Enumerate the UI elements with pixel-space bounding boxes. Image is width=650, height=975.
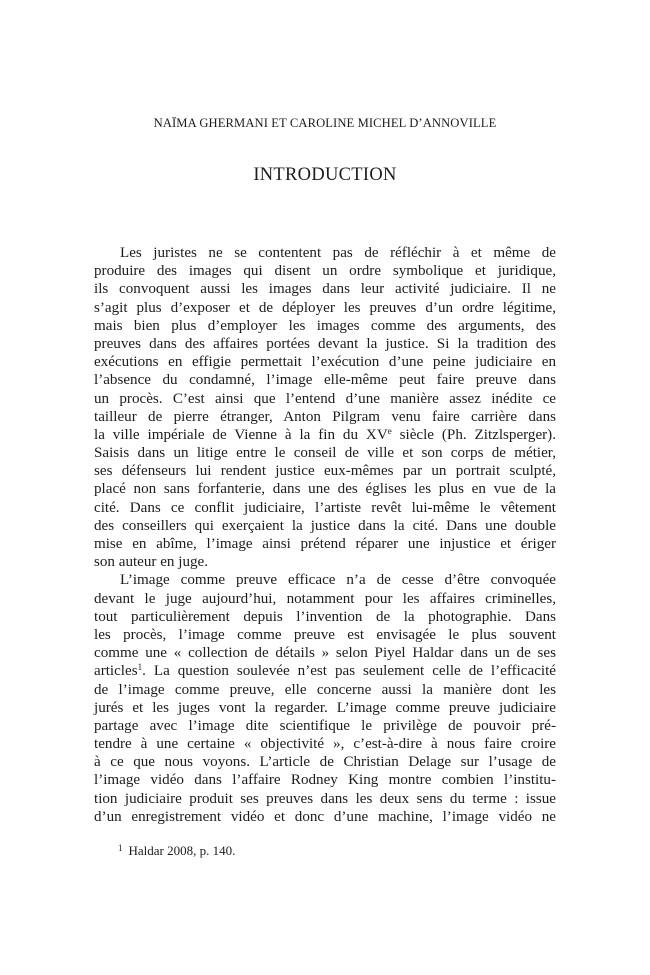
text-line-start: articles — [94, 663, 138, 680]
text-line: l’absence du condamné, l’image elle-même peut faire preuve dans — [94, 372, 556, 389]
text-line: devant le juge aujourd’hui, notamment pour les affaires criminelles, — [94, 590, 556, 607]
text-line-start: la ville impériale de Vienne à la fin du XV — [94, 426, 388, 443]
running-head-authors: NAÏMA GHERMANI ET CAROLINE MICHEL D’ANNOVILLE — [153, 116, 497, 130]
text-line: l’image vidéo dans l’affaire Rodney King montre combien l’institu- — [94, 772, 556, 789]
text-line: comme une « collection de détails » selon Piyel Haldar dans un de ses — [94, 645, 556, 662]
text-line: ses défenseurs lui rendent justice eux-mêmes par un portrait sculpté, — [94, 463, 556, 480]
text-line: son auteur en juge. — [94, 554, 209, 571]
text-line: produire des images qui disent un ordre symbolique et juridique, — [94, 263, 556, 280]
text-line: mise en abîme, l’image ainsi prétend réparer une injustice et ériger — [94, 536, 556, 552]
footnote — [118, 843, 235, 859]
text-line: de l’image comme preuve, elle concerne aussi la manière dont les — [94, 681, 556, 698]
text-line: cité. Dans ce conflit judiciaire, l’artiste revêt lui-même le vêtement — [94, 499, 556, 516]
text-line: un procès. C’est ainsi que l’entend d’une manière assez inédite ce — [94, 390, 556, 407]
body-text — [94, 244, 556, 826]
text-line-end: . La question soulevée n’est pas seulement celle de l’efficacité — [142, 663, 556, 680]
text-line: les procès, l’image comme preuve est envisagée le plus souvent — [94, 626, 556, 643]
text-line: preuves dans des affaires portées devant la justice. Si la tradition des — [94, 335, 556, 352]
text-line: jurés et les juges vont la regarder. L’image comme preuve judiciaire — [94, 699, 556, 716]
text-line: Saisis dans un litige entre le conseil de ville et son corps de métier, — [94, 445, 556, 462]
text-line: partage avec l’image dite scientifique le privilège de pouvoir pré- — [94, 717, 556, 734]
footnote-reference[interactable]: 1 — [137, 662, 143, 673]
text-line: exécutions en effigie permettait l’exécution d’une peine judiciaire en — [94, 354, 556, 371]
text-line: mais bien plus d’employer les images comme des arguments, des — [94, 317, 556, 334]
text-line-end: siècle (Ph. Zitzlsperger). — [391, 426, 556, 443]
footnote-number: 1 — [118, 843, 123, 853]
superscript-century: e — [387, 425, 392, 436]
text-line: placé non sans forfanterie, dans une des églises les plus en vue de la — [94, 481, 556, 498]
text-line — [94, 426, 556, 444]
text-line: d’un enregistrement vidéo et donc d’une machine, l’image vidéo ne — [94, 808, 556, 825]
chapter-title: INTRODUCTION — [253, 165, 397, 185]
text-line: tailleur de pierre étranger, Anton Pilgram venu faire carrière dans — [94, 408, 556, 425]
text-line: tion judiciaire produit ses preuves dans les deux sens du terme : issue — [94, 790, 556, 807]
footnote-text: Haldar 2008, p. 140. — [128, 843, 236, 858]
text-line: à ce que nous voyons. L’article de Christian Delage sur l’usage de — [94, 754, 556, 771]
text-line: L’image comme preuve efficace n’a de cesse d’être convoquée — [120, 572, 556, 589]
text-line — [94, 662, 556, 680]
text-line: ils convoquent aussi les images dans leur activité judiciaire. Il ne — [94, 281, 556, 298]
text-line: Les juristes ne se contentent pas de réfléchir à et même de — [120, 245, 556, 261]
text-line: s’agit plus d’exposer et de déployer les preuves d’un ordre légitime, — [94, 299, 556, 316]
text-line: tendre à une certaine « objectivité », c’est-à-dire à nous faire croire — [94, 736, 556, 753]
text-line: tout particulièrement depuis l’invention de la photographie. Dans — [94, 608, 556, 625]
text-line: des conseillers qui exerçaient la justice dans la cité. Dans une double — [94, 517, 556, 534]
